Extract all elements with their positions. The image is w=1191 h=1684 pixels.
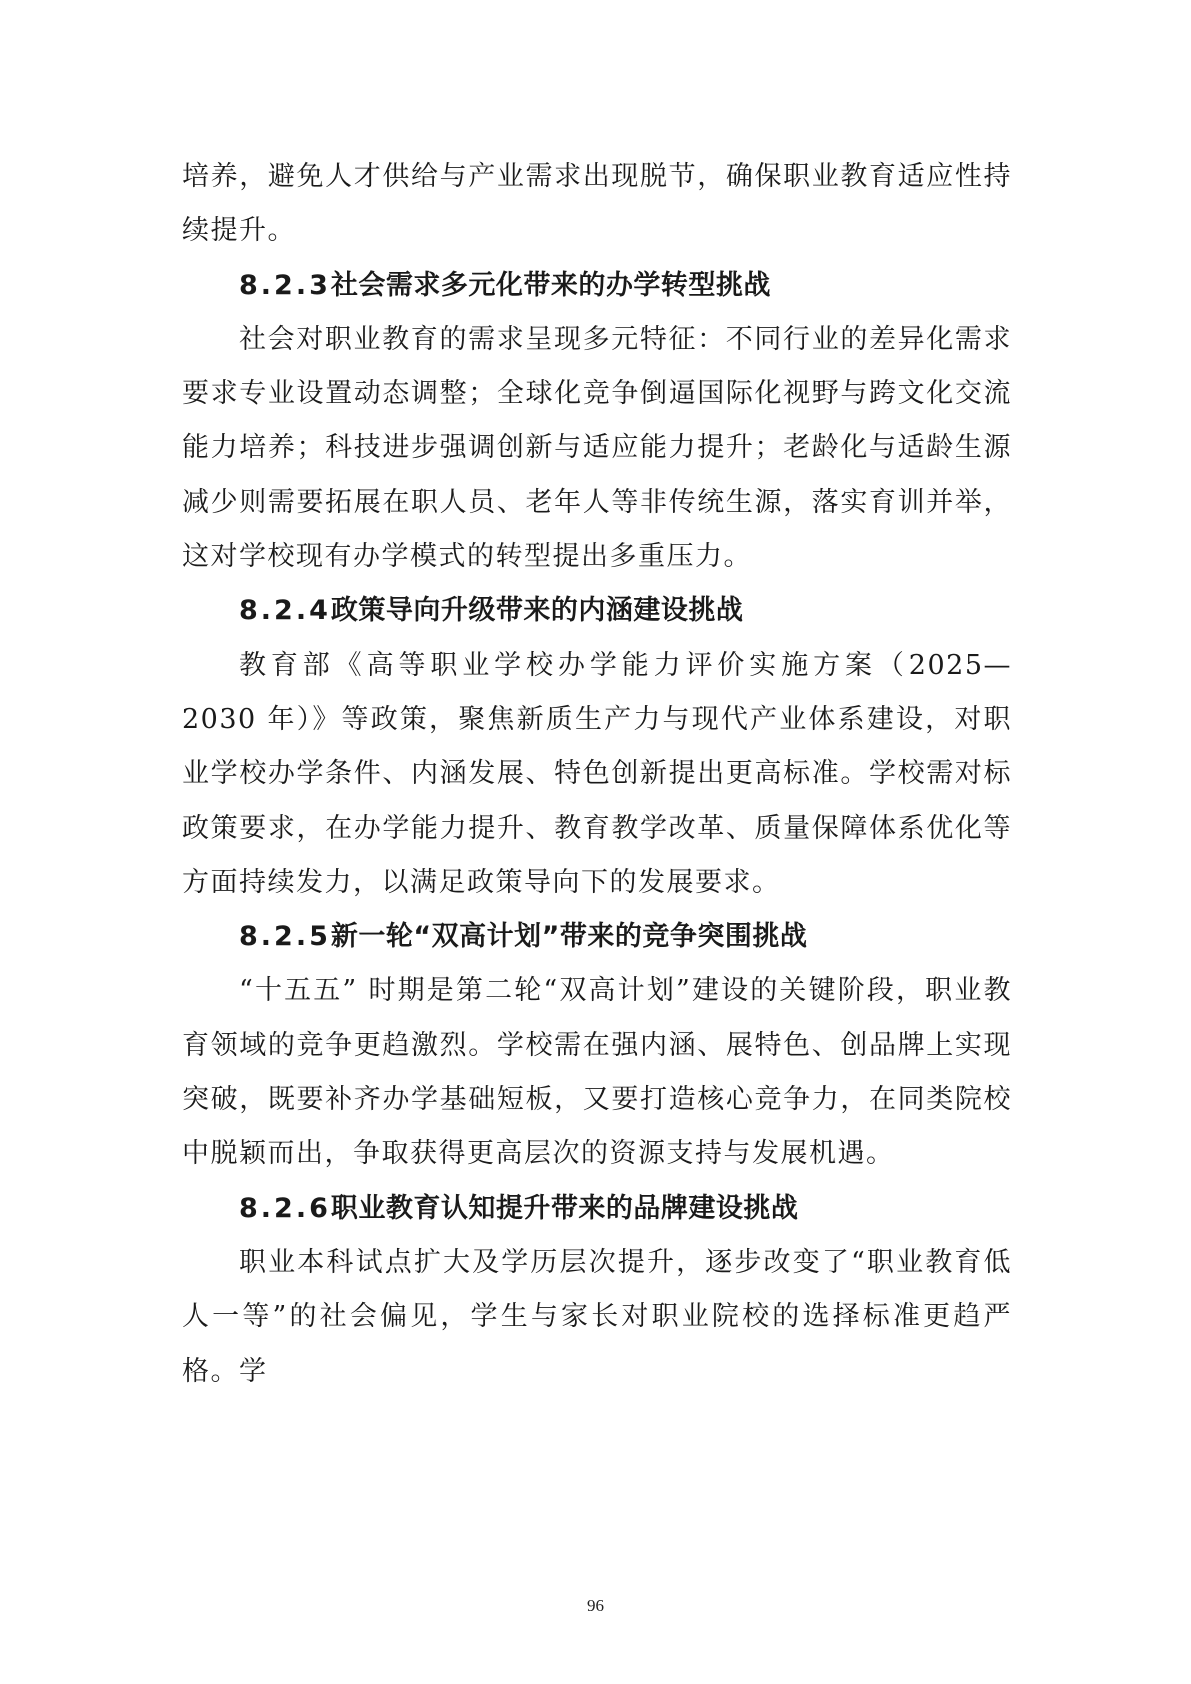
section-title: 职业教育认知提升带来的品牌建设挑战 — [330, 1192, 799, 1224]
section-title: 社会需求多元化带来的办学转型挑战 — [330, 269, 771, 301]
section-heading-8-2-4 — [182, 584, 1012, 638]
section-number: 8.2.6 — [239, 1192, 331, 1224]
paragraph-double-high-plan: “十五五” 时期是第二轮“双高计划”建设的关键阶段，职业教育领域的竞争更趋激烈。学校需在强内涵、展特色、创品牌上实现突破，既要补齐办学基础短板，又要打造核心竞争力，在同类院校中脱颖而出，争取获得更高层次的资源支持与发展机遇。 — [182, 975, 1012, 1170]
section-heading-8-2-3 — [182, 259, 1012, 313]
section-number: 8.2.3 — [239, 269, 331, 301]
paragraph-social-demand: 社会对职业教育的需求呈现多元特征：不同行业的差异化需求要求专业设置动态调整；全球化竞争倒逼国际化视野与跨文化交流能力培养；科技进步强调创新与适应能力提升；老龄化与适龄生源减少则需要拓展在职人员、老年人等非传统生源，落实育训并举，这对学校现有办学模式的转型提出多重压力。 — [182, 323, 1012, 573]
paragraph-policy: 教育部《高等职业学校办学能力评价实施方案（2025—2030 年）》等政策，聚焦新质生产力与现代产业体系建设，对职业学校办学条件、内涵发展、特色创新提出更高标准。学校需对标政策要求，在办学能力提升、教育教学改革、质量保障体系优化等方面持续发力，以满足政策导向下的发展要求。 — [182, 649, 1012, 898]
section-number: 8.2.5 — [239, 921, 331, 953]
paragraph-continued: 培养，避免人才供给与产业需求出现脱节，确保职业教育适应性持续提升。 — [182, 161, 1012, 247]
page-number: 96 — [587, 1596, 604, 1615]
section-heading-8-2-5 — [182, 910, 1012, 964]
section-heading-8-2-6 — [182, 1182, 1012, 1236]
paragraph-brand-building: 职业本科试点扩大及学历层次提升，逐步改变了“职业教育低人一等”的社会偏见，学生与家长对职业院校的选择标准更趋严格。学 — [182, 1246, 1012, 1387]
section-number: 8.2.4 — [239, 595, 331, 627]
section-title: 新一轮“双高计划”带来的竞争突围挑战 — [330, 921, 808, 953]
page-content — [182, 150, 1012, 1399]
section-title: 政策导向升级带来的内涵建设挑战 — [330, 595, 744, 627]
